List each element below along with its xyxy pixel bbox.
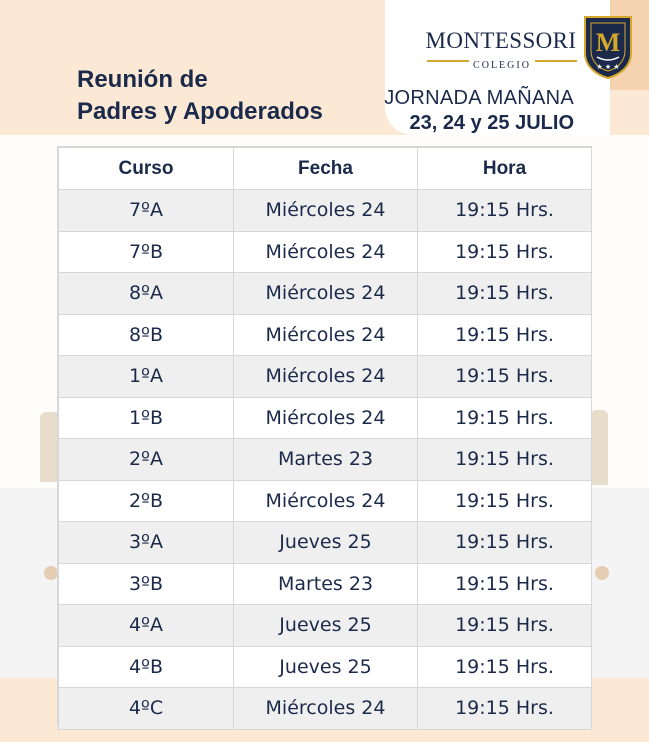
hora-cell: 19:15 Hrs. — [418, 605, 592, 647]
table-row — [59, 480, 592, 522]
dates-label: 23, 24 y 25 JULIO — [409, 112, 574, 134]
school-crest-icon — [583, 15, 633, 79]
fecha-cell: Miércoles 24 — [234, 231, 418, 273]
crest-letter: M — [595, 28, 621, 57]
schedule-table — [58, 147, 592, 730]
title-line-1: Reunión de — [77, 66, 208, 93]
fecha-cell: Martes 23 — [234, 563, 418, 605]
fecha-cell: Jueves 25 — [234, 522, 418, 564]
hora-cell: 19:15 Hrs. — [418, 563, 592, 605]
curso-cell: 7ºB — [59, 231, 234, 273]
hora-cell: 19:15 Hrs. — [418, 231, 592, 273]
table-row — [59, 439, 592, 481]
chair-right-decoration — [590, 410, 608, 485]
table-row — [59, 522, 592, 564]
curso-cell: 2ºA — [59, 439, 234, 481]
fecha-cell: Martes 23 — [234, 439, 418, 481]
curso-cell: 3ºB — [59, 563, 234, 605]
fecha-cell: Miércoles 24 — [234, 688, 418, 730]
fecha-cell: Jueves 25 — [234, 605, 418, 647]
logo-subtitle-text: COLEGIO — [469, 60, 535, 71]
table-row — [59, 605, 592, 647]
chair-right-foot-decoration — [595, 566, 609, 580]
page-title — [77, 64, 323, 128]
curso-cell: 7ºA — [59, 190, 234, 232]
hora-cell: 19:15 Hrs. — [418, 480, 592, 522]
table-row — [59, 273, 592, 315]
curso-cell: 3ºA — [59, 522, 234, 564]
fecha-cell: Miércoles 24 — [234, 314, 418, 356]
fecha-cell: Miércoles 24 — [234, 190, 418, 232]
table-row — [59, 397, 592, 439]
school-logo — [425, 20, 635, 84]
table-row — [59, 646, 592, 688]
table-header-row — [59, 148, 592, 190]
curso-cell: 8ºA — [59, 273, 234, 315]
curso-cell: 4ºA — [59, 605, 234, 647]
curso-cell: 4ºB — [59, 646, 234, 688]
column-header-fecha: Fecha — [234, 148, 418, 190]
hora-cell: 19:15 Hrs. — [418, 439, 592, 481]
fecha-cell: Miércoles 24 — [234, 480, 418, 522]
hora-cell: 19:15 Hrs. — [418, 314, 592, 356]
logo-subtitle — [425, 60, 579, 71]
fecha-cell: Jueves 25 — [234, 646, 418, 688]
curso-cell: 2ºB — [59, 480, 234, 522]
hora-cell: 19:15 Hrs. — [418, 190, 592, 232]
schedule-table-container — [57, 146, 592, 726]
table-row — [59, 314, 592, 356]
title-line-2: Padres y Apoderados — [77, 98, 323, 125]
hora-cell: 19:15 Hrs. — [418, 356, 592, 398]
curso-cell: 1ºB — [59, 397, 234, 439]
fecha-cell: Miércoles 24 — [234, 397, 418, 439]
jornada-label: JORNADA MAÑANA — [384, 87, 574, 109]
table-row — [59, 190, 592, 232]
hora-cell: 19:15 Hrs. — [418, 397, 592, 439]
chair-left-foot-decoration — [44, 566, 58, 580]
logo-wordmark: MONTESSORI — [425, 28, 577, 53]
hora-cell: 19:15 Hrs. — [418, 688, 592, 730]
fecha-cell: Miércoles 24 — [234, 273, 418, 315]
table-row — [59, 688, 592, 730]
table-row — [59, 231, 592, 273]
column-header-curso: Curso — [59, 148, 234, 190]
column-header-hora: Hora — [418, 148, 592, 190]
table-row — [59, 563, 592, 605]
hora-cell: 19:15 Hrs. — [418, 273, 592, 315]
svg-text:★ ★ ★: ★ ★ ★ — [596, 63, 620, 71]
fecha-cell: Miércoles 24 — [234, 356, 418, 398]
schedule-subtitle — [380, 86, 574, 136]
curso-cell: 1ºA — [59, 356, 234, 398]
hora-cell: 19:15 Hrs. — [418, 522, 592, 564]
curso-cell: 4ºC — [59, 688, 234, 730]
table-row — [59, 356, 592, 398]
curso-cell: 8ºB — [59, 314, 234, 356]
hora-cell: 19:15 Hrs. — [418, 646, 592, 688]
